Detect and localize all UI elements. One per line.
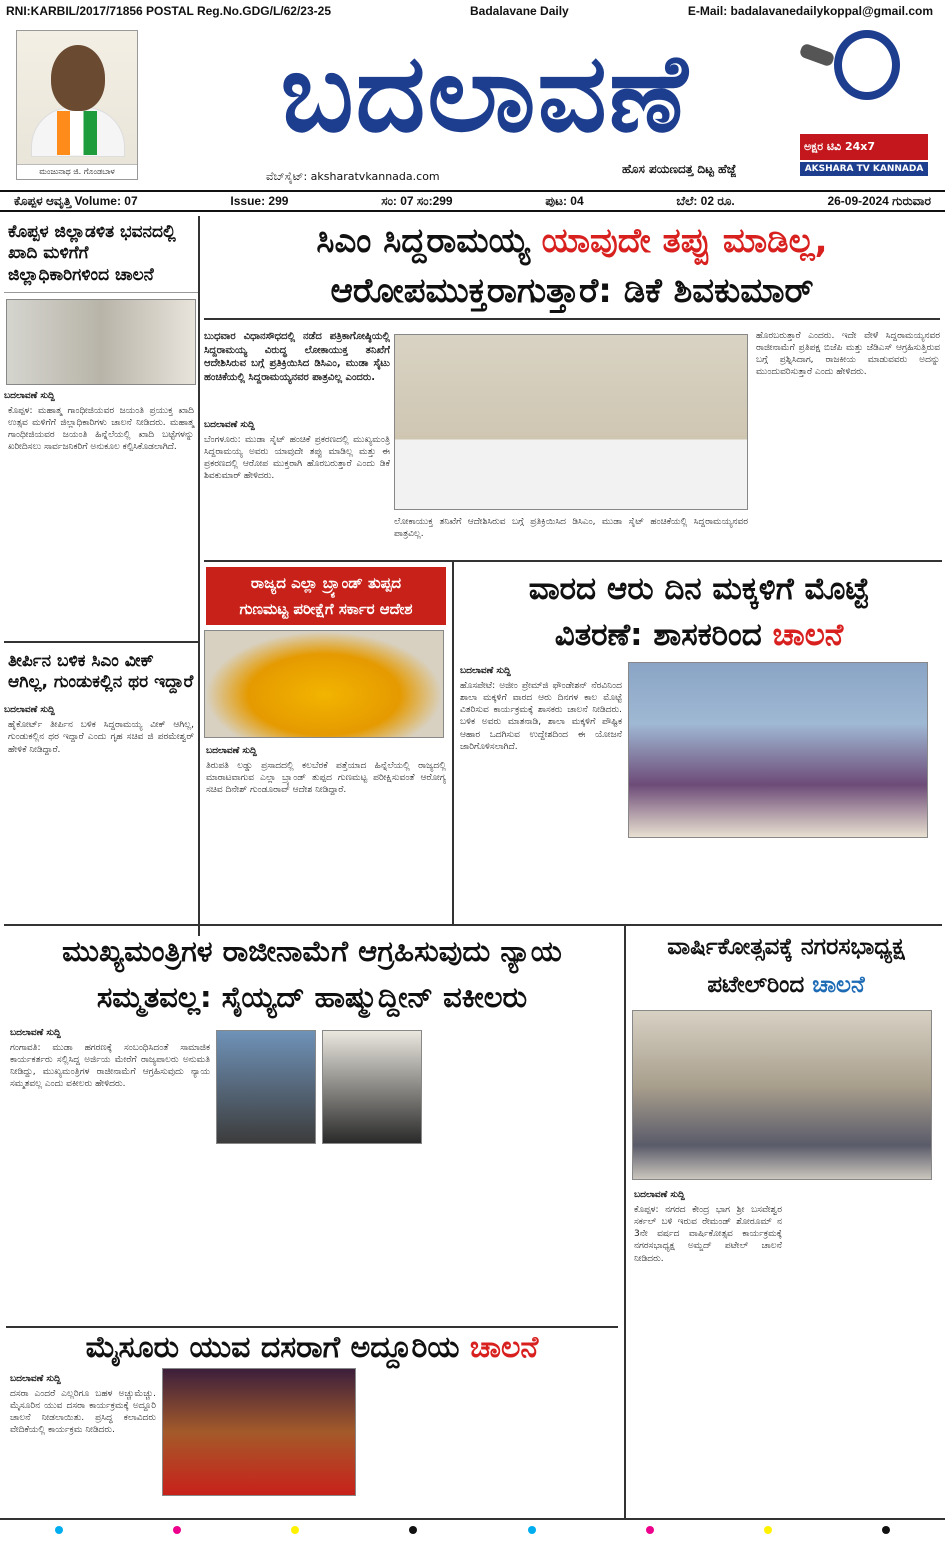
- ghee-headline-line1: ರಾಜ್ಯದ ಎಲ್ಲಾ ಬ್ರ್ಯಾಂಡ್ ತುಪ್ಪದ: [250, 574, 402, 592]
- verdict-article-text: ಹೈಕೋರ್ಟ್ ತೀರ್ಪಿನ ಬಳಿಕ ಸಿದ್ದರಾಮಯ್ಯ ವೀಕ್ ಆಗಿಲ್ಲ, ಗುಂಡುಕಲ್ಲಿನ ಥರ ಇದ್ದಾರೆ ಎಂದು ಗೃಹ ಸಚಿವ ಜಿ ಪರಮೇಶ್ವರ್ ಹೇಳಿಕೆ ನೀಡಿದ್ದಾರೆ.: [8, 720, 194, 755]
- website-link[interactable]: ವೆಬ್‌ಸೈಟ್: aksharatvkannada.com: [266, 170, 440, 183]
- masthead: [0, 22, 945, 190]
- verdict-headline: ತೀರ್ಪಿನ ಬಳಿಕ ಸಿಎಂ ವೀಕ್ ಆಗಿಲ್ಲ, ಗುಂಡುಕಲ್ಲಿನ ಥರ ಇದ್ದಾರೆ: [4, 641, 198, 702]
- lead-headline-red: ಯಾವುದೇ ತಪ್ಪು ಮಾಡಿಲ್ಲ,: [541, 221, 828, 261]
- ghee-headline-box: [206, 567, 446, 625]
- egg-headline: [456, 566, 942, 660]
- lead-text-1: ಬೆಂಗಳೂರು: ಮುಡಾ ಸೈಟ್ ಹಂಚಿಕೆ ಪ್ರಕರಣದಲ್ಲಿ ಮುಖ್ಯಮಂತ್ರಿ ಸಿದ್ದರಾಮಯ್ಯ ಅವರು ಯಾವುದೇ ತಪ್ಪು ಮಾಡಿಲ್ಲ ಮತ್ತು ಈ ಪ್ರಕರಣದಲ್ಲಿ ಆರೋಪ ಮುಕ್ತರಾಗಿ ಹೊರಬರುತ್ತಾರೆ ಎಂದು ಡಿಕೆ ಶಿವಕುಮಾರ್ ಹೇಳಿದರು.: [204, 435, 390, 482]
- divider: [624, 926, 626, 1518]
- divider: [204, 560, 942, 562]
- divider: [4, 924, 942, 926]
- resign-byline: ಬದಲಾವಣೆ ಸುದ್ದಿ: [10, 1028, 61, 1038]
- khadi-headline: ಕೊಪ್ಪಳ ಜಿಲ್ಲಾಡಳಿತ ಭವನದಲ್ಲಿ ಖಾದಿ ಮಳಿಗೆಗೆ ಜಿಲ್ಲಾಧಿಕಾರಿಗಳಿಂದ ಚಾಲನೆ: [4, 216, 198, 293]
- dasara-byline: ಬದಲಾವಣೆ ಸುದ್ದಿ: [10, 1374, 61, 1384]
- lead-intro: ಬುಧವಾರ ವಿಧಾನಸೌಧದಲ್ಲಿ ನಡೆದ ಪತ್ರಿಕಾಗೋಷ್ಠಿಯಲ್ಲಿ ಸಿದ್ದರಾಮಯ್ಯ ವಿರುದ್ಧ ಲೋಕಾಯುಕ್ತ ತನಿಖೆಗೆ ಆದೇಶಿಸಿರುವ ಬಗ್ಗೆ ಪ್ರತಿಕ್ರಿಯಿಸಿದ ಡಿಸಿಎಂ, ಮುಡಾ ಸೈಟು ಹಂಚಿಕೆಯಲ್ಲಿ ಸಿದ್ದರಾಮಯ್ಯನವರ ಪಾತ್ರವಿಲ್ಲ ಎಂದರು.: [204, 331, 390, 383]
- lead-headline-black: ಸಿಎಂ ಸಿದ್ದರಾಮಯ್ಯ: [316, 221, 542, 261]
- ghee-byline: ಬದಲಾವಣೆ ಸುದ್ದಿ: [206, 746, 257, 756]
- ghee-article-text: ತಿರುಪತಿ ಲಡ್ಡು ಪ್ರಸಾದದಲ್ಲಿ ಕಲಬೆರಕೆ ಪತ್ತೆಯಾದ ಹಿನ್ನೆಲೆಯಲ್ಲಿ ರಾಜ್ಯದಲ್ಲಿ ಮಾರಾಟವಾಗುವ ಎಲ್ಲಾ ಬ್ರ್ಯಾಂಡ್ ತುಪ್ಪದ ಗುಣಮಟ್ಟ ಪರೀಕ್ಷಿಸುವಂತೆ ಆರೋಗ್ಯ ಸಚಿವ ದಿನೇಶ್ ಗುಂಡೂರಾವ್ ಆದೇಶ ನೀಡಿದ್ದಾರೆ.: [206, 761, 446, 796]
- anniversary-article-text: ಕೊಪ್ಪಳ: ನಗರದ ಕೇಂದ್ರ ಭಾಗ ಶ್ರೀ ಬಸವೇಶ್ವರ ಸರ್ಕಲ್ ಬಳಿ ಇರುವ ರೇಮಂಡ್ ಶೋರೂಮ್ ನ 3ನೇ ವರ್ಷದ ವಾರ್ಷಿಕೋತ್ಸವ ಕಾರ್ಯಕ್ರಮಕ್ಕೆ ನಗರಸಭಾಧ್ಯಕ್ಷ ಅಮ್ಜದ್ ಪಟೇಲ್ ಚಾಲನೆ ನೀಡಿದರು.: [634, 1205, 782, 1264]
- editor-photo: [16, 30, 138, 180]
- circle-logo-icon: [834, 30, 900, 100]
- resign-article-text: ಗಂಗಾವತಿ: ಮುಡಾ ಹಗರಣಕ್ಕೆ ಸಂಬಂಧಿಸಿದಂತೆ ಸಾಮಾಜಿಕ ಕಾರ್ಯಕರ್ತರು ಸಲ್ಲಿಸಿದ್ದ ಅರ್ಜಿಯ ಮೇರೆಗೆ ರಾಜ್ಯಪಾಲರು ಅನುಮತಿ ನೀಡಿದ್ದು, ಮುಖ್ಯಮಂತ್ರಿಗಳ ರಾಜೀನಾಮೆಗೆ ಆಗ್ರಹಿಸುವುದು ನ್ಯಾಯ ಸಮ್ಮತವಲ್ಲ ಎಂದು ವಕೀಲರು ಹೇಳಿದರು.: [10, 1043, 210, 1090]
- anniversary-byline: ಬದಲಾವಣೆ ಸುದ್ದಿ: [634, 1190, 685, 1200]
- dasara-headline: [6, 1326, 618, 1366]
- edition-volume: ಕೊಪ್ಪಳ ಆವೃತ್ತಿ Volume: 07: [14, 193, 138, 208]
- egg-article-text: ಹೊಸಪೇಟೆ: ಅಜೀಂ ಪ್ರೇಮ್‌ಜಿ ಫೌಂಡೇಶನ್ ನೆರವಿನಿಂದ ಶಾಲಾ ಮಕ್ಕಳಿಗೆ ವಾರದ ಆರು ದಿನಗಳ ಕಾಲ ಮೊಟ್ಟೆ ವಿತರಿಸುವ ಕಾರ್ಯಕ್ರಮಕ್ಕೆ ಶಾಸಕರು ಚಾಲನೆ ನೀಡಿದರು. ಬಳಿಕ ಅವರು ಮಾತನಾಡಿ, ಶಾಲಾ ಮಕ್ಕಳಿಗೆ ಪೌಷ್ಟಿಕ ಆಹಾರ ಒದಗಿಸುವ ಉದ್ದೇಶದಿಂದ ಈ ಯೋಜನೆ ಜಾರಿಗೊಳಿಸಲಾಗಿದೆ.: [460, 681, 622, 752]
- dasara-headline-red: ಚಾಲನೆ: [469, 1330, 539, 1365]
- lead-text-2: ಲೋಕಾಯುಕ್ತ ತನಿಖೆಗೆ ಆದೇಶಿಸಿರುವ ಬಗ್ಗೆ ಪ್ರತಿಕ್ರಿಯಿಸಿದ ಡಿಸಿಎಂ, ಮುಡಾ ಸೈಟ್ ಹಂಚಿಕೆಯಲ್ಲಿ ಸಿದ್ದರಾಮಯ್ಯನವರ ಪಾತ್ರವಿಲ್ಲ.: [394, 517, 748, 540]
- person-photo-2: [322, 1030, 422, 1144]
- ghee-spoon-photo: [204, 630, 444, 738]
- issue-info-bar: [0, 190, 945, 212]
- resign-headline-line2: ಸಮ್ಮತವಲ್ಲ: ಸೈಯ್ಯದ್ ಹಾಷ್ಮುದ್ದೀನ್ ವಕೀಲರು: [96, 980, 528, 1014]
- editor-photo-caption: ಮಂಜುನಾಥ ಜಿ. ಗೊಂಡಬಾಳ: [17, 164, 137, 179]
- issue-number: Issue: 299: [230, 194, 289, 208]
- tv-sub-label: AKSHARA TV KANNADA: [800, 162, 928, 176]
- newspaper-title: ಬದಲಾವಣೆ: [280, 30, 690, 156]
- lead-text-3: ಹೊರಬರುತ್ತಾರೆ ಎಂದರು. ಇದೇ ವೇಳೆ ಸಿದ್ದರಾಮಯ್ಯನವರ ರಾಜೀನಾಮೆಗೆ ಪ್ರತಿಪಕ್ಷ ಬಿಜೆಪಿ ಮತ್ತು ಜೆಡಿಎಸ್ ಆಗ್ರಹಿಸುತ್ತಿರುವ ಬಗ್ಗೆ ಪ್ರಶ್ನಿಸಿದಾಗ, ರಾಜಕೀಯ ಮಾಡುವವರು ಅದನ್ನು ಮುಂದುವರಿಸುತ್ತಾರೆ ಎಂದು ಹೇಳಿದರು.: [756, 331, 940, 378]
- anniversary-headline-line2-blue: ಚಾಲನೆ: [812, 972, 865, 998]
- anniversary-headline-line2-black: ಪಟೇಲ್‌ರಿಂದ: [707, 972, 813, 998]
- divider: [452, 562, 454, 924]
- dasara-stage-photo: [162, 1368, 356, 1496]
- resign-headline-line1: ಮುಖ್ಯಮಂತ್ರಿಗಳ ರಾಜೀನಾಮೆಗೆ ಆಗ್ರಹಿಸುವುದು ನ್ಯಾಯ: [62, 934, 562, 968]
- price: ಬೆಲೆ: 02 ರೂ.: [676, 193, 735, 208]
- akshara-tv-logo: [800, 26, 928, 186]
- bottom-rule: [0, 1518, 945, 1520]
- khadi-store-photo: [6, 299, 196, 385]
- daily-name: Badalavane Daily: [470, 4, 569, 18]
- anniversary-headline: [630, 928, 942, 1004]
- sam-number: ಸಂ: 07 ಸಂ:299: [381, 193, 453, 208]
- egg-event-photo: [628, 662, 928, 838]
- lead-headline-line2: ಆರೋಪಮುಕ್ತರಾಗುತ್ತಾರೆ: ಡಿಕೆ ಶಿವಕುಮಾರ್: [330, 271, 814, 311]
- cm-dcm-photo: [394, 334, 748, 510]
- egg-headline-line2-red: ಚಾಲನೆ: [772, 617, 844, 653]
- dasara-headline-black: ಮೈಸೂರು ಯುವ ದಸರಾಗೆ ಅದ್ದೂರಿಯ: [85, 1330, 470, 1365]
- egg-byline: ಬದಲಾವಣೆ ಸುದ್ದಿ: [460, 666, 511, 676]
- ghee-headline-line2: ಗುಣಮಟ್ಟ ಪರೀಕ್ಷೆಗೆ ಸರ್ಕಾರ ಆದೇಶ: [239, 600, 413, 618]
- top-bar: [0, 0, 945, 22]
- person-photo-1: [216, 1030, 316, 1144]
- lead-story: [204, 326, 940, 558]
- khadi-article-text: ಕೊಪ್ಪಳ: ಮಹಾತ್ಮ ಗಾಂಧೀಜಿಯವರ ಜಯಂತಿ ಪ್ರಯುಕ್ತ ಖಾದಿ ಉತ್ಸವ ಮಳಿಗೆಗೆ ಜಿಲ್ಲಾಧಿಕಾರಿಗಳು ಚಾಲನೆ ನೀಡಿದರು. ಮಹಾತ್ಮ ಗಾಂಧೀಜಿಯವರ ಜಯಂತಿ ಹಿನ್ನೆಲೆಯಲ್ಲಿ ಖಾದಿ ಬಟ್ಟೆಗಳನ್ನು ಖರೀದಿಸಲು ಸಾರ್ವಜನಿಕರಿಗೆ ಅನುಕೂಲ ಕಲ್ಪಿಸಿಕೊಡಲಾಗಿದೆ.: [8, 405, 194, 453]
- resign-headline: [6, 928, 618, 1020]
- rni-number: RNI:KARBIL/2017/71856 POSTAL Reg.No.GDG/L/62/23-25: [6, 4, 331, 18]
- khadi-byline: ಬದಲಾವಣೆ ಸುದ್ದಿ: [4, 390, 55, 401]
- tagline: ಹೊಸ ಪಯಣದತ್ತ ದಿಟ್ಟ ಹೆಜ್ಜೆ: [622, 162, 737, 176]
- issue-date: 26-09-2024 ಗುರುವಾರ: [827, 193, 931, 208]
- dasara-article-text: ದಸರಾ ಎಂದರೆ ಎಲ್ಲರಿಗೂ ಬಹಳ ಅಚ್ಚುಮೆಚ್ಚು. ಮೈಸೂರಿನ ಯುವ ದಸರಾ ಕಾರ್ಯಕ್ರಮಕ್ಕೆ ಅದ್ದೂರಿ ಚಾಲನೆ ನೀಡಲಾಯಿತು. ಪ್ರಸಿದ್ಧ ಕಲಾವಿದರು ವೇದಿಕೆಯಲ್ಲಿ ಕಾರ್ಯಕ್ರಮ ನೀಡಿದರು.: [10, 1389, 156, 1436]
- page-count: ಪುಟ: 04: [545, 193, 584, 208]
- registration-marks: [0, 1526, 945, 1536]
- left-column: [4, 216, 200, 936]
- anniversary-headline-line1: ವಾರ್ಷಿಕೋತ್ಸವಕ್ಕೆ ನಗರಸಭಾಧ್ಯಕ್ಷ: [667, 934, 905, 960]
- egg-headline-line2-black: ವಿತರಣೆ: ಶಾಸಕರಿಂದ: [554, 617, 773, 653]
- egg-headline-line1: ವಾರದ ಆರು ದಿನ ಮಕ್ಕಳಿಗೆ ಮೊಟ್ಟೆ: [528, 571, 870, 607]
- email-address[interactable]: E-Mail: badalavanedailykoppal@gmail.com: [687, 4, 933, 18]
- tv-brand-label: ಅಕ್ಷರ ಟಿವಿ 24x7: [800, 134, 928, 160]
- lead-headline: [204, 216, 940, 320]
- microphone-icon: [799, 43, 836, 68]
- showroom-photo: [632, 1010, 932, 1180]
- lead-byline: ಬದಲಾವಣೆ ಸುದ್ದಿ: [204, 420, 255, 430]
- verdict-byline: ಬದಲಾವಣೆ ಸುದ್ದಿ: [4, 705, 55, 716]
